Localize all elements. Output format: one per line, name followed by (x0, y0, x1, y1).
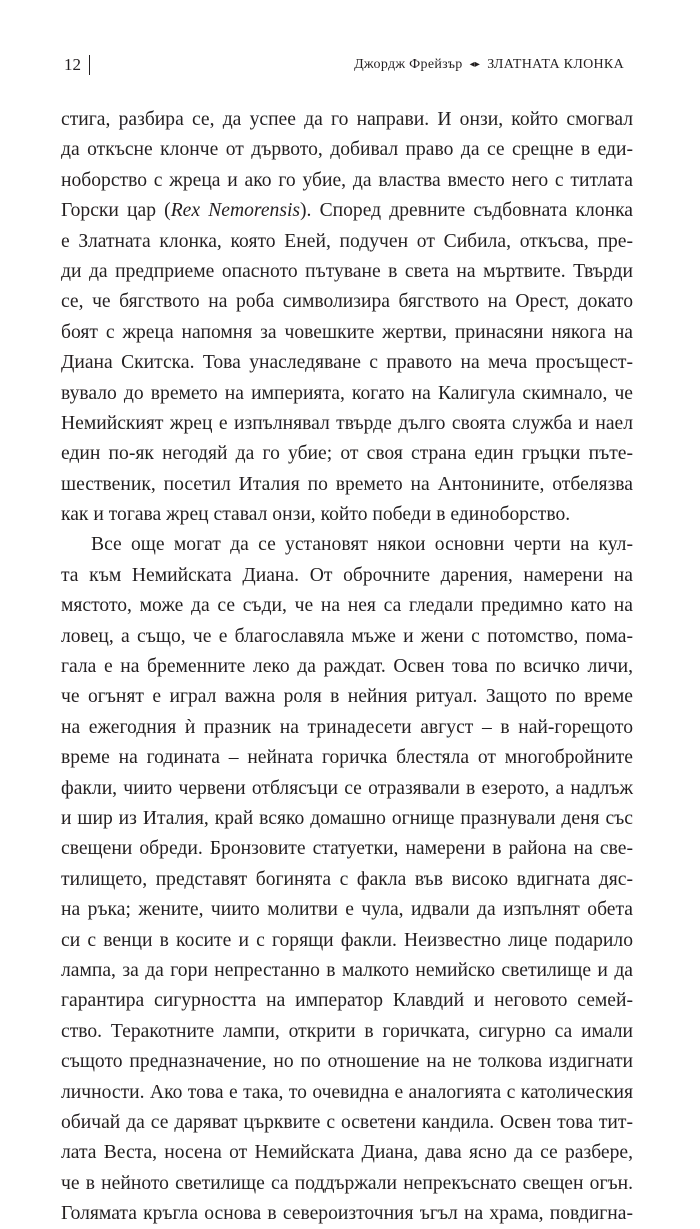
text-line: ловец, а също, че е благославяла мъже и жени с потомство, пома- (61, 625, 633, 647)
running-header (64, 52, 624, 78)
book-title: ЗЛАТНАТА КЛОНКА (487, 57, 624, 72)
running-title (354, 57, 624, 73)
text-line: си с венци в косите и с горящи факли. Неизвестно лице подарило (61, 929, 633, 951)
header-separator: ◂▸ (469, 58, 481, 70)
text-line: свещени обреди. Бронзовите статуетки, намерени в района на све- (61, 838, 633, 860)
text-line: да откъсне клонче от дървото, добивал право да се срещне в еди- (61, 139, 633, 161)
text-line (61, 196, 633, 226)
text-segment: ). Според древните съдбовната клонка (300, 200, 634, 222)
page-number-text: 12 (64, 55, 81, 74)
text-line: стига, разбира се, да успее да го направи. И онзи, който смогвал (61, 109, 633, 130)
text-line: шественик, посетил Италия по времето на Антонините, отбелязва (61, 473, 633, 495)
text-line: ди да предприеме опасното пътуване в света на мъртвите. Твърди (61, 260, 633, 282)
text-line: един по-як негодяй да го убие; от своя страна един гръцки пъте- (61, 443, 633, 465)
text-segment: Горски цар ( (61, 200, 171, 222)
text-line: че огънят е играл важна роля в нейния ритуал. Защото по време (61, 686, 633, 708)
text-line: на ръка; жените, чиито молитви е чула, идвали да изпълнят обета (61, 899, 633, 921)
text-line: време на годината – нейната горичка блестяла от многобройните (61, 747, 633, 769)
text-line: мястото, може да се съди, че на нея са гледали предимно като на (61, 595, 633, 617)
text-line: лампа, за да гори непрестанно в малкото немийско светилище и да (61, 959, 633, 981)
body-text (61, 105, 633, 1229)
text-line: ноборство с жреца и ако го убие, да властва вместо него с титлата (61, 169, 633, 191)
text-line: тилището, представят богинята с факла във високо вдигната дяс- (61, 868, 633, 890)
text-line: вувало до времето на империята, когато на Калигула скимнало, че (61, 382, 633, 404)
text-line: на ежегодния ѝ празник на тринадесети август – в най-горещото (61, 716, 633, 738)
page-number (64, 55, 90, 75)
text-line: обичай да се даряват църквите с осветени кандила. Освен това тит- (61, 1111, 633, 1133)
text-line: боят с жреца напомня за човешките жертви, принасяни някога на (61, 321, 633, 343)
text-line: е Златната клонка, която Еней, подучен от Сибила, откъсва, пре- (61, 230, 633, 252)
latin-term: Rex Nemorensis (170, 200, 301, 222)
text-line: личности. Ако това е така, то очевидна е аналогията с католическия (61, 1081, 633, 1103)
text-line: та към Немийската Диана. От оброчните дарения, намерени на (61, 564, 633, 586)
text-line: Немийският жрец е изпълнявал твърде дълго своята служба и наел (61, 412, 633, 434)
text-line: гарантира сигурността на император Клавдий и неговото семей- (61, 990, 633, 1012)
text-line: и шир из Италия, край всяко домашно огнище празнували деня със (61, 807, 633, 829)
author-name: Джордж Фрейзър (354, 57, 463, 72)
text-line: Диана Скитска. Това унаследяване с правото на меча просъщест- (61, 352, 633, 374)
text-line: ство. Теракотните лампи, открити в горичката, сигурно са имали (61, 1020, 633, 1042)
text-line: гала е на бременните леко да раждат. Освен това по всичко личи, (61, 656, 633, 678)
text-line: как и тогава жрец ставал онзи, който победи в единоборство. (61, 504, 571, 526)
text-line: факли, чиито червени отблясъци се отразявали в езерото, а надлъж (61, 777, 633, 799)
paragraph-2 (61, 530, 633, 1229)
text-line: лата Веста, носена от Немийската Диана, дава ясно да се разбере, (61, 1142, 633, 1164)
text-line: Все още могат да се установят някои основни черти на кул- (91, 534, 633, 556)
text-line: се, че бягството на роба символизира бягството на Орест, докато (61, 291, 633, 313)
text-line: Голямата кръгла основа в североизточния ъгъл на храма, повдигна- (61, 1203, 633, 1225)
text-line: че в нейното светилище са поддържали непрекъснато свещен огън. (61, 1172, 633, 1194)
paragraph-1 (61, 105, 633, 530)
folio-rule (89, 55, 90, 75)
text-line: същото предназначение, но по отношение на не толкова издигнати (61, 1051, 633, 1073)
